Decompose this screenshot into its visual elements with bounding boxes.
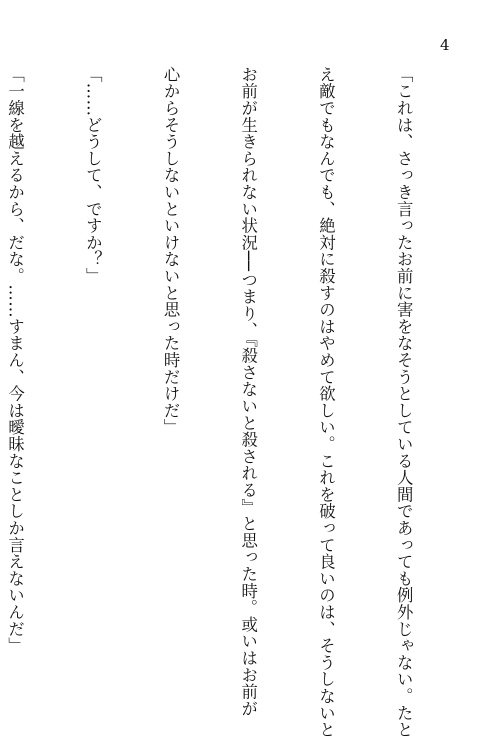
text-line: え敵でもなんでも、絶対に殺すのはやめて欲しい。これを破って良いのは、そうしないと [316, 66, 336, 738]
page-number: 4 [440, 36, 450, 54]
text-line: 心からそうしないといけないと思った時だけだ」 [161, 66, 181, 436]
text-line: 「……どうして、ですか？」 [83, 66, 103, 285]
text-line: 「一線を越えるから、だな。……すまん、今は曖昧なことしか言えないんだ」 [5, 66, 25, 654]
vertical-text-body [5, 66, 468, 738]
text-line: お前が生きられない状況──つまり、『殺さないと殺される』と思った時。或いはお前が [238, 66, 258, 717]
text-line: 「これは、さっき言ったお前に害をなそうとしている人間であっても例外じゃない。たと [394, 66, 414, 738]
